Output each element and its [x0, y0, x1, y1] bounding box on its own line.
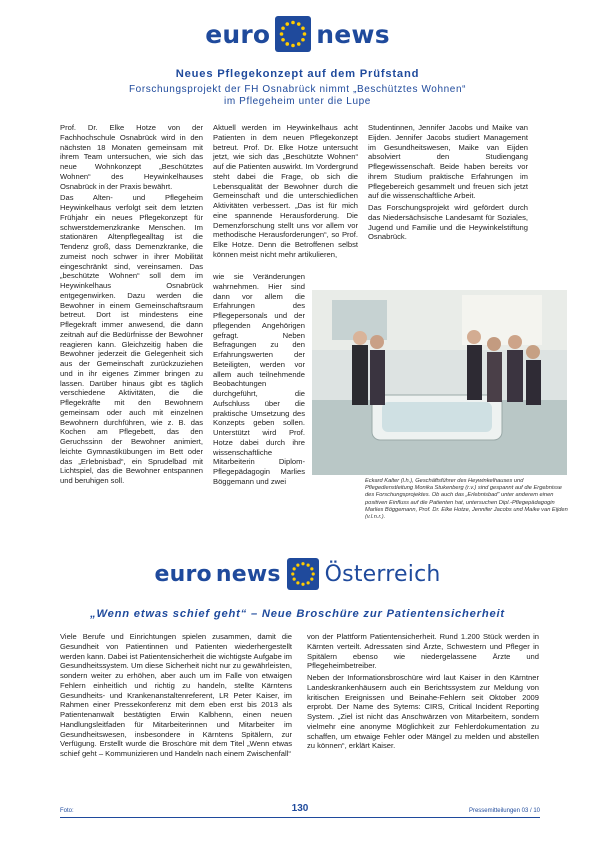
star-mark [303, 32, 307, 36]
article-column-2-wrap [213, 272, 305, 489]
masthead-euro: euro [205, 19, 271, 49]
star-mark [282, 38, 286, 42]
star-mark [301, 583, 304, 586]
paragraph: von der Plattform Patientensicherheit. Rund 1.200 Stück werden in Kärnten verteilt. Adressaten sind Ärzte, Schwestern und Pfleger in Spitälern ebenso wie niedergelassene Ärzte und Pflegeheimbetreiber. [307, 632, 539, 671]
star-mark [296, 581, 299, 584]
star-mark [301, 562, 304, 565]
paragraph: Viele Berufe und Einrichtungen spielen zusammen, damit die Gesundheit von Patientinnen und Patienten wiederhergestellt werden kann. Dabei ist Patientensicherheit die wichtigste Aufgabe im Gesundheitssystem. Um diese Sicherheit nicht nur zu gewährleisten, sondern weiter zu erhöhen, aber auch um im Falle von etwaigen Fehlern einheitlich und richtig zu handeln, stellte Kärntens Gesundheits- und Krankenanstaltenreferent, LR Peter Kaiser, im Rahmen einer Pressekonferenz mit dem eben erst bis 2013 als Patientenanwalt bestätigten Erwin Kalbhenn, einen neuen Handlungsleitfaden für Mitarbeiterinnen und Mitarbeiter im Gesundheitswesen, insbesondere in Kärntens Spitälern, zur Verfügung. Erstellt wurde die Broschüre mit dem Titel „Wenn etwas schief geht – Kommunizieren und Handeln nach einem Zwischenfall“ [60, 632, 292, 758]
article-column-2 [213, 123, 358, 260]
star-mark [306, 564, 309, 567]
star-mark [286, 42, 290, 46]
star-mark [297, 22, 301, 26]
masthead [0, 14, 595, 54]
star-mark [311, 572, 314, 575]
article-subtitle-line1: Forschungsprojekt der FH Osnabrück nimmt „Beschütztes Wohnen“ [128, 84, 467, 95]
masthead-region: Österreich [324, 561, 441, 587]
star-mark [306, 581, 309, 584]
star-mark [297, 42, 301, 46]
article-subtitle-line2: im Pflegeheim unter die Lupe [224, 96, 371, 107]
star-mark [310, 578, 313, 581]
star-mark [292, 567, 295, 570]
star-mark [301, 38, 305, 42]
paragraph: Aktuell werden im Heywinkelhaus acht Patienten in dem neuen Pflegekonzept betreut. Prof. Dr. Elke Hotze untersucht jetzt, wie sich das „Beschützte Wohnen“ auf die Patienten auswirkt. Im Vordergrund steht dabei die Frage, ob sich die Lebensqualität der Bewohner durch die Gemeinschaft und die unterschiedlichen Aktivitäten verbessert. „Das ist für mich eine spannende Herausforderung. Die Demenzforschung stellt uns vor allem vor methodische Herausforderungen“, so Prof. Elke Hotze. Denn die Betroffenen selbst können meist nicht mehr artikulieren, [213, 123, 358, 259]
article-photo [312, 290, 567, 475]
star-mark [286, 22, 290, 26]
star-mark [291, 21, 295, 25]
star-mark [301, 26, 305, 30]
footer-publication: Pressemitteilungen 03 / 10 [468, 808, 540, 814]
paragraph: Prof. Dr. Elke Hotze von der Fachhochschule Osnabrück wird in den nächsten 18 Monaten gemeinsam mit ihrem Team untersuchen, wie sich das neue Wohnkonzept „Beschütztes Wohnen“ des Heywinkelhauses Osnabrück in der Praxis bewährt. [60, 123, 203, 191]
masthead-austria [0, 556, 595, 592]
star-mark [292, 578, 295, 581]
article-column-3 [368, 123, 528, 244]
photo-caption: Eckard Kalter (l.h.), Geschäftsführer des Heywinkelhauses und Pflegedienstleitung Monika Stukenberg (r.v.) sind gespannt auf die Ergebnisse des Forschungsprojektes. Ob auch das „Erlebnisbad“ unter anderem einen positiven Einfluss auf die Patienten hat, untersuchen Dipl.-Pflegepädagogin Marlies Böggemann, Prof. Dr. Elke Hotze, Jennifer Jacobs und Maike van Eijden (v.l.n.r.). [365, 478, 568, 521]
paragraph: Neben der Informationsbroschüre wird laut Kaiser in den Kärntner Landeskrankenhäusern auch ein Berichtssystem zur Meldung von kritischen Ereignissen und Beinahe-Fehlern seit Oktober 2009 erprobt. Der Name des Sytems: CIRS, Critical Incident Reporting System. „Ziel ist nicht das Anschwärzen von Mitarbeitern, sondern vielmehr eine anonyme Möglichkeit zur Fehlerdokumentation zu schaffen, um etwaige Fehler oder Mängel zu melden und abstellen zu können“, erklärt Kaiser. [307, 673, 539, 751]
masthead-news: news [316, 19, 390, 49]
paragraph: Studentinnen, Jennifer Jacobs und Maike van Eijden. Jennifer Jacobs studiert Management im Gesundheitswesen, Maike van Eijden absolviert den Studiengang Pflegewissenschaft. Beide haben bereits vor ihrem Studium praktische Erfahrungen im Pflegebereich gesammelt und freuen sich jetzt auf die wissenschaftliche Arbeit. [368, 123, 528, 201]
star-mark [291, 572, 294, 575]
masthead-euro: euro [154, 561, 212, 587]
paragraph: Das Forschungsprojekt wird gefördert durch das Niedersächsische Landesamt für Soziales, Jugend und Familie und die Heywinkelstiftung Osnabrück. [368, 203, 528, 242]
article2-column-2 [307, 632, 539, 753]
article2-title: „Wenn etwas schief geht“ – Neue Broschüre zur Patientensicherheit [90, 608, 505, 620]
article-title: Neues Pflegekonzept auf dem Prüfstand [175, 68, 420, 80]
star-mark [310, 567, 313, 570]
euro-stars-logo-icon [287, 558, 319, 590]
euro-stars-logo-icon [275, 16, 311, 52]
star-mark [282, 26, 286, 30]
paragraph: Das Alten- und Pflegeheim Heywinkelhaus verfolgt seit dem letzten Frühjahr ein neues Pflegekonzept für schwerstdemenzkranke Menschen. Im stationären Altenpflegealltag ist die Tendenz groß, dass Demenzkranke, die zumeist noch schwer in ihrer Mobilität eingeschränkt sind, vereinsamen. Das „beschützte Wohnen“ soll dem im Heywinkelhaus Osnabrück entgegenwirken. Dazu werden die Bewohner in einem Gemeinschaftsraum betreut. Dort ist mindestens eine Pflegekraft immer anwesend, die dann zeitnah auf die Bedürfnisse der Bewohner reagieren kann. Gleichzeitig haben die Bewohner jederzeit die Gelegenheit sich aus der Gemeinschaft zurückzuziehen und in ihr eigenes Zimmer bringen zu lassen. Darüber hinaus gibt es täglich verschiedene Aktivitäten, die die Pflegekräfte mit den Bewohnern gemeinsam oder auch mit einzelnen Bewohnern durchführen, wie z. B. das Kochen am Pflegebett, das den Geruchssinn der Bewohner animiert, leichte Gymnastikübungen im Bett oder das „Erlebnisbad“, ein Sprudelbad mit Lichtspiel, das die Bewohner entspannen und beruhigen soll. [60, 193, 203, 485]
paragraph: wie sie Veränderungen wahrnehmen. Hier sind dann vor allem die Erfahrungen des Pflegepersonals und der pflegenden Angehörigen gefragt. Neben Befragungen zu den Erfahrungswerten der Beteiligten, werden vor allem auch teilnehmende Beobachtungen durchgeführt, die Aufschluss über die praktische Umsetzung des Konzepts geben sollen. Unterstützt wird Prof. Hotze dabei durch ihre wissenschaftliche Mitarbeiterin Diplom-Pflegepädagogin Marlies Böggemann und zwei [213, 272, 305, 486]
article2-column-1 [60, 632, 292, 761]
article-column-1 [60, 123, 203, 488]
page-number: 130 [291, 803, 309, 814]
footer-line [60, 817, 540, 818]
masthead-news: news [215, 561, 281, 587]
star-mark [280, 32, 284, 36]
star-mark [296, 564, 299, 567]
footer-photo-credit: Foto: [60, 808, 74, 814]
star-mark [291, 44, 295, 48]
